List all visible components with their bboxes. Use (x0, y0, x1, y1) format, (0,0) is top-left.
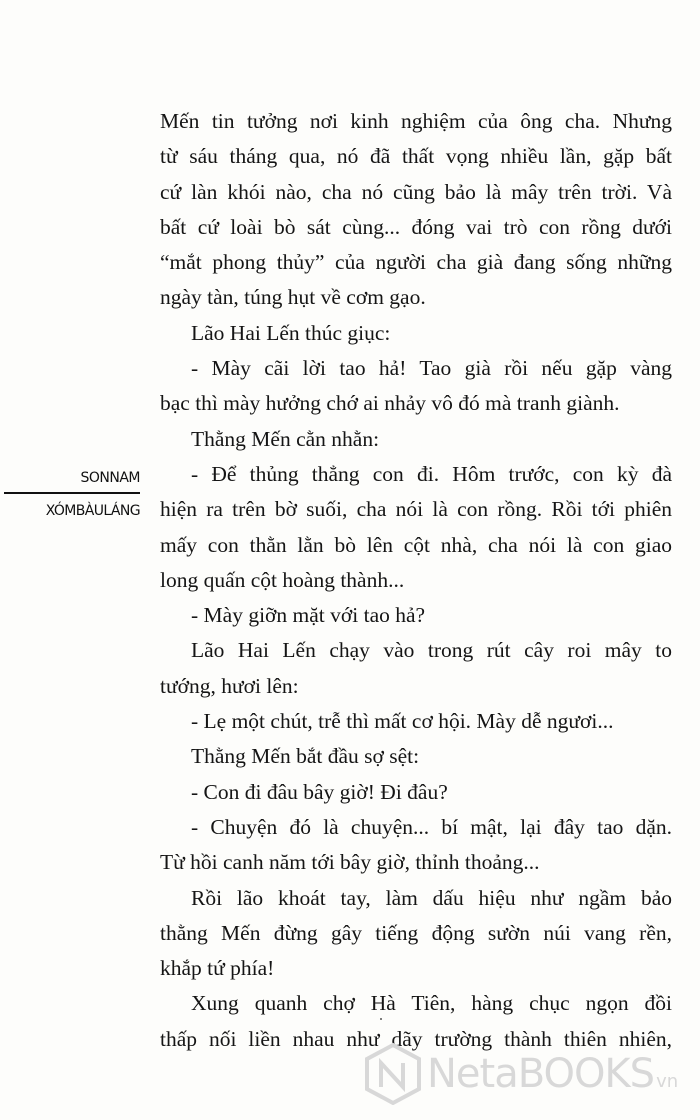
watermark (365, 1043, 678, 1105)
text-line: tướng, hươi lên: (160, 673, 299, 698)
text-line: - Mày cãi lời tao hả! Tao già rồi nếu gặp vàng (191, 356, 672, 381)
text-line: cứ làn khói nào, cha nó cũng bảo là mây trên trời. Và (160, 179, 672, 204)
text-line: Xung quanh chợ Hà Tiên, hàng chục ngọn đồi (191, 991, 672, 1016)
text-line: bất cứ loài bò sát cùng... đóng vai trò con rồng dưới (160, 214, 672, 239)
text-line: khắp tứ phía! (160, 956, 275, 981)
running-header (4, 470, 140, 519)
text-line: bạc thì mày hưởng chớ ai nhảy vô đó mà tranh giành. (160, 391, 620, 416)
book-title: XÓMBÀULÁNG (45, 503, 140, 519)
text-line: Từ hồi canh năm tới bây giờ, thỉnh thoảng... (160, 850, 540, 875)
text-line: Mến tin tưởng nơi kinh nghiệm của ông cha. Nhưng (160, 109, 672, 133)
text-line: “mắt phong thủy” của người cha già đang sống những (160, 250, 672, 275)
text-line: - Mày giỡn mặt với tao hả? (191, 603, 426, 628)
text-line: long quấn cột hoàng thành... (160, 567, 405, 592)
text-line: - Để thủng thẳng con đi. Hôm trước, con kỳ đà (191, 461, 672, 486)
text-line: ngày tàn, túng hụt về cơm gạo. (160, 285, 426, 310)
text-line: thấp nối liền nhau như dãy trường thành thiên nhiên, (160, 1026, 672, 1051)
text-line: Rồi lão khoát tay, làm dấu hiệu như ngầm bảo (191, 885, 672, 910)
text-line: Lão Hai Lến thúc giục: (191, 320, 391, 345)
text-line: - Lẹ một chút, trễ thì mất cơ hội. Mày dễ ngươi... (191, 709, 614, 734)
text-line: - Con đi đâu bây giờ! Đi đâu? (191, 779, 448, 804)
text-line: Thằng Mến bắt đầu sợ sệt: (191, 744, 420, 769)
text-line: thằng Mến đừng gây tiếng động sườn núi vang rền, (160, 920, 672, 945)
text-line: Lão Hai Lến chạy vào trong rút cây roi mây to (191, 638, 672, 663)
watermark-tld: vn (656, 1070, 679, 1092)
netabooks-logo-icon (365, 1043, 421, 1105)
text-line: hiện ra trên bờ suối, cha nói là con rồng. Rồi tới phiên (160, 497, 672, 522)
header-divider (4, 492, 140, 494)
author-name: SONNAM (80, 470, 140, 486)
body-text (160, 104, 672, 1057)
page-mark (380, 1018, 382, 1020)
text-line: mấy con thằn lằn bò lên cột nhà, cha nói là con giao (160, 532, 672, 557)
watermark-brand: NetaBOOKS (427, 1051, 655, 1097)
text-line: - Chuyện đó là chuyện... bí mật, lại đây tao dặn. (191, 814, 672, 839)
text-line: từ sáu tháng qua, nó đã thất vọng nhiều lần, gặp bất (160, 144, 672, 169)
text-line: Thằng Mến cằn nhằn: (191, 426, 380, 451)
